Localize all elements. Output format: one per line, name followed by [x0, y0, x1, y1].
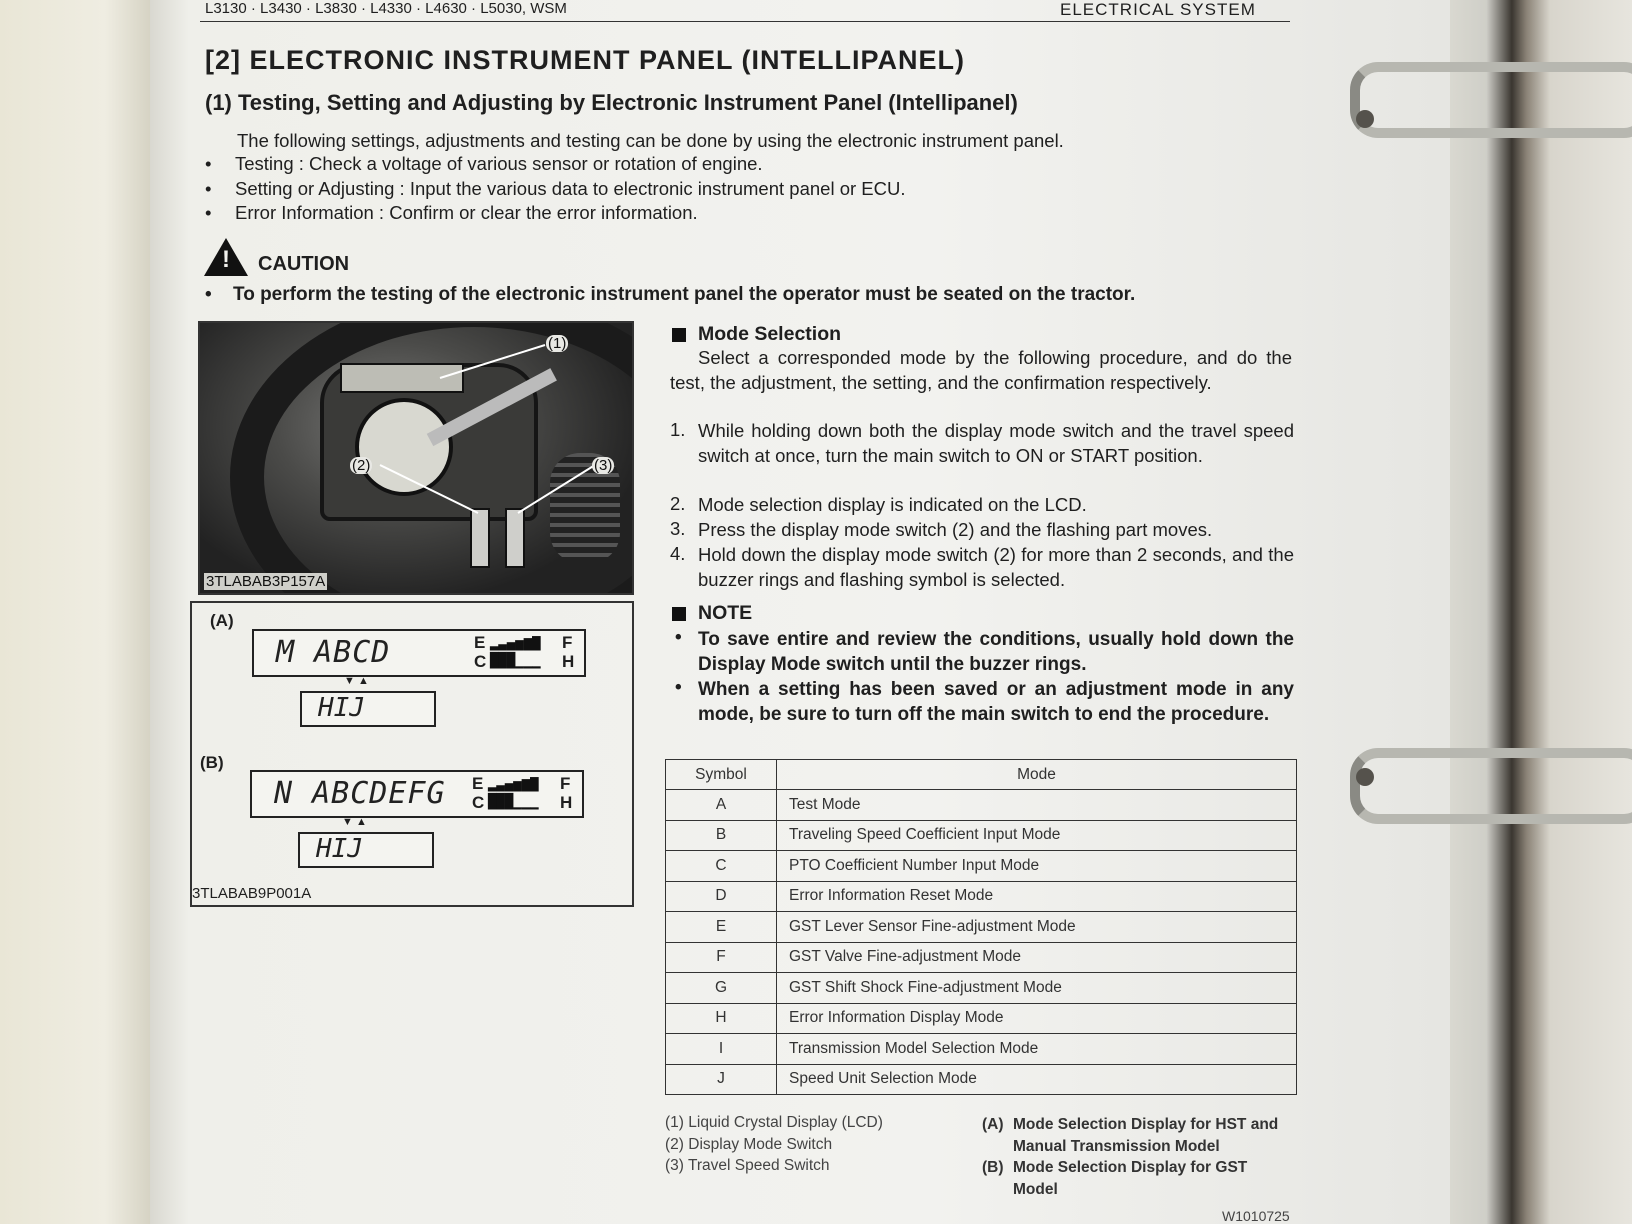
mode-cell: GST Valve Fine-adjustment Mode [777, 942, 1297, 973]
lcd-b-sub-text: HIJ [316, 834, 363, 864]
lcd-a-sub-text: HIJ [318, 693, 365, 723]
symbol-cell: E [666, 912, 777, 943]
step-text: Press the display mode switch (2) and the flashing part moves. [698, 519, 1213, 540]
step-number: 4. [670, 543, 686, 564]
table-row [666, 973, 1297, 1004]
mode-cell: Transmission Model Selection Mode [777, 1034, 1297, 1065]
symbol-cell: I [666, 1034, 777, 1065]
gauge-c-label: C [472, 793, 485, 812]
table-row [666, 881, 1297, 912]
fuel-gauge-bars: ▂▃▄▅▆▇ [488, 776, 539, 792]
legend-text-a: Mode Selection Display for HST and Manual Transmission Model [1013, 1116, 1279, 1155]
photo-caption: 3TLABAB3P157A [206, 573, 326, 590]
square-bullet-icon [672, 328, 686, 342]
fuel-gauge-bars: ▂▃▄▅▆▇ [490, 635, 541, 651]
lcd-display-b [250, 770, 584, 818]
binder-ring-bottom [1350, 748, 1632, 824]
gauge-e-label: E [472, 774, 484, 793]
legend-key-a: (A) [982, 1116, 1004, 1133]
table-row [666, 1034, 1297, 1065]
mode-cell: Traveling Speed Coefficient Input Mode [777, 820, 1297, 851]
mode-cell: Speed Unit Selection Mode [777, 1064, 1297, 1095]
step-number: 2. [670, 493, 686, 514]
caution-label: CAUTION [258, 253, 350, 275]
note-bullet-icon: • [675, 627, 682, 648]
symbol-cell: J [666, 1064, 777, 1095]
bullet-item: • Setting or Adjusting : Input the various data to electronic instrument panel or ECU. [205, 178, 905, 203]
mode-cell: GST Lever Sensor Fine-adjustment Mode [777, 912, 1297, 943]
step-text: While holding down both the display mode switch and the travel speed switch at once, turn the main switch to ON or START position. [698, 420, 1294, 466]
mode-cell: Error Information Reset Mode [777, 881, 1297, 912]
intro-text: The following settings, adjustments and testing can be done by using the electronic instrument panel. [237, 130, 1064, 151]
lcd-a-text: M ABCD [276, 635, 391, 670]
gauge-f-label: F [560, 774, 571, 793]
legend-text-b: Mode Selection Display for GST Model [1013, 1159, 1248, 1198]
header-models: L3130 · L3430 · L3830 · L4330 · L4630 · L5030, WSM [205, 0, 567, 17]
table-row [666, 851, 1297, 882]
temp-gauge-bars: ███▁▁▁ [488, 794, 539, 810]
caution-text: • To perform the testing of the electronic instrument panel the operator must be seated on the tractor. [205, 284, 1135, 306]
step-text: Hold down the display mode switch (2) for more than 2 seconds, and the buzzer rings and flashing symbol is selected. [698, 544, 1294, 590]
note-bullet-icon: • [675, 677, 682, 698]
binder-ring-top [1350, 62, 1632, 138]
subsection-title: (1) Testing, Setting and Adjusting by Electronic Instrument Panel (Intellipanel) [205, 90, 1018, 115]
mode-selection-intro: Select a corresponded mode by the following procedure, and do the test, the adjustment, the setting, and the confirmation respectively. [670, 347, 1292, 393]
section-title: [2] ELECTRONIC INSTRUMENT PANEL (INTELLIPANEL) [205, 45, 965, 75]
table-row [666, 942, 1297, 973]
legend-key-b: (B) [982, 1159, 1004, 1176]
note-item: When a setting has been saved or an adjustment mode in any mode, be sure to turn off the main switch to end the procedure. [698, 679, 1294, 725]
table-row [666, 1003, 1297, 1034]
mode-table [665, 759, 1297, 1095]
gauge-h-label: H [560, 793, 573, 812]
gauge-h-label: H [562, 652, 575, 671]
symbol-cell: A [666, 790, 777, 821]
mode-cell: Test Mode [777, 790, 1297, 821]
facing-page [0, 0, 150, 1224]
page-code: W1010725 [1222, 1208, 1290, 1224]
lcd-display-a [252, 629, 586, 677]
figure-label-a: (A) [210, 611, 234, 630]
step-number: 1. [670, 419, 686, 440]
step-number: 3. [670, 518, 686, 539]
arrow-down-up-icon: ▼ ▲ [342, 816, 367, 828]
column-header-mode: Mode [777, 760, 1297, 790]
bullet-item: • Error Information : Confirm or clear the error information. [205, 202, 905, 227]
callout-leader-lines [200, 323, 632, 593]
mode-selection-title: Mode Selection [698, 323, 842, 345]
table-header-row [666, 760, 1297, 790]
callout-3: (3) [594, 457, 613, 474]
symbol-cell: F [666, 942, 777, 973]
lcd-figure-caption: 3TLABAB9P001A [192, 885, 312, 902]
gauge-e-label: E [474, 633, 486, 652]
legend-item: (2) Display Mode Switch [665, 1135, 833, 1153]
symbol-cell: G [666, 973, 777, 1004]
gauge-c-label: C [474, 652, 487, 671]
mode-cell: PTO Coefficient Number Input Mode [777, 851, 1297, 882]
symbol-cell: H [666, 1003, 777, 1034]
table-row [666, 1064, 1297, 1095]
lcd-figure [190, 601, 634, 907]
exclamation-icon: ! [222, 246, 230, 273]
lcd-b-text: N ABCDEFG [274, 776, 446, 811]
legend-item: (1) Liquid Crystal Display (LCD) [665, 1114, 883, 1131]
callout-1: (1) [548, 335, 567, 352]
arrow-down-up-icon: ▼ ▲ [344, 675, 369, 687]
note-title: NOTE [698, 602, 753, 624]
temp-gauge-bars: ███▁▁▁ [490, 653, 541, 669]
gauge-f-label: F [562, 633, 573, 652]
lcd-sub-display-a [300, 691, 436, 727]
table-row [666, 912, 1297, 943]
lcd-sub-display-b [298, 832, 434, 868]
square-bullet-icon [672, 607, 686, 621]
figure-label-b: (B) [200, 753, 224, 772]
binder-ring-top-hole [1356, 110, 1374, 128]
bullet-item: • Testing : Check a voltage of various sensor or rotation of engine. [205, 153, 905, 178]
legend-item: (3) Travel Speed Switch [665, 1157, 830, 1174]
legend-left [665, 1112, 883, 1177]
dashboard-photo [198, 321, 634, 595]
mode-cell: GST Shift Shock Fine-adjustment Mode [777, 973, 1297, 1004]
header-section: ELECTRICAL SYSTEM [1060, 0, 1256, 19]
step-text: Mode selection display is indicated on the LCD. [698, 494, 1087, 515]
symbol-cell: B [666, 820, 777, 851]
intro-bullets [205, 153, 905, 227]
note-item: To save entire and review the conditions, usually hold down the Display Mode switch until the buzzer rings. [698, 629, 1294, 675]
table-row [666, 790, 1297, 821]
table-row [666, 820, 1297, 851]
binder-ring-bottom-hole [1356, 768, 1374, 786]
binder-spine [1450, 0, 1632, 1224]
column-header-symbol: Symbol [666, 760, 777, 790]
header-rule [200, 21, 1290, 22]
symbol-cell: C [666, 851, 777, 882]
callout-2: (2) [352, 457, 371, 474]
symbol-cell: D [666, 881, 777, 912]
mode-cell: Error Information Display Mode [777, 1003, 1297, 1034]
